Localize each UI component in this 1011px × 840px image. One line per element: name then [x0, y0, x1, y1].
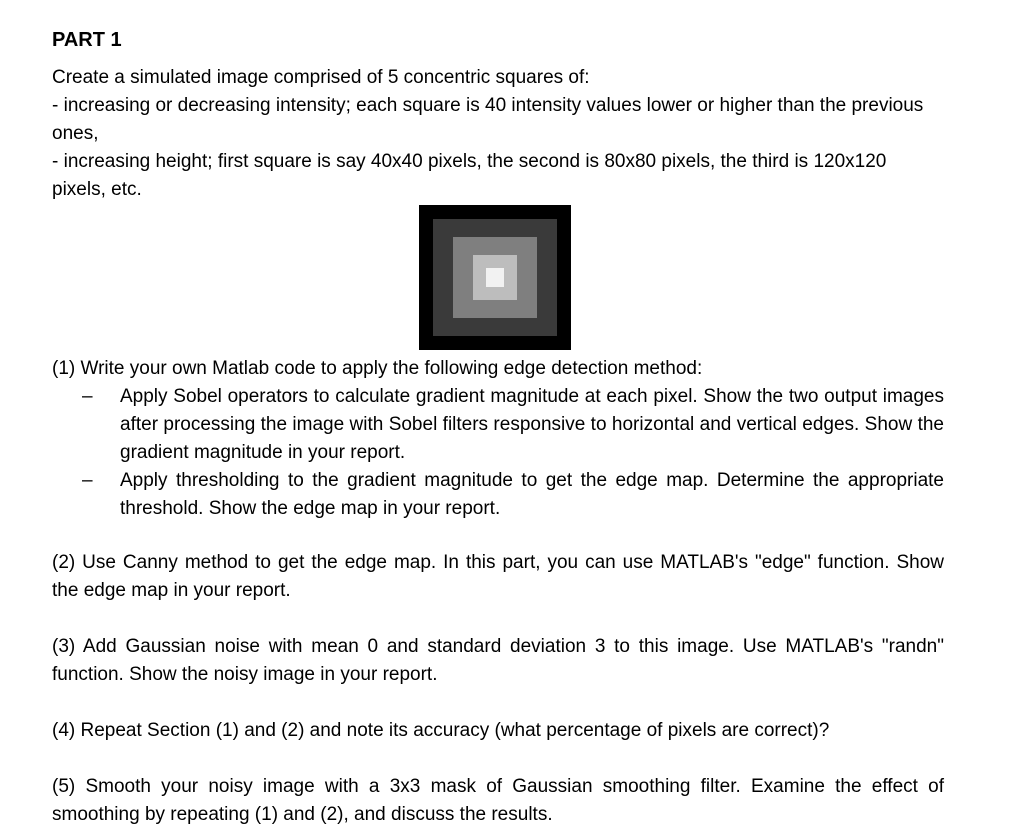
dash-marker: –: [82, 386, 93, 407]
question-4: (4) Repeat Section (1) and (2) and note its accuracy (what percentage of pixels are correct)?: [52, 720, 830, 741]
concentric-squares-figure: [419, 205, 571, 350]
intro-item-height: - increasing height; first square is say 40x40 pixels, the second is 80x80 pixels, the third is 120x120 pixels, etc.: [52, 151, 887, 200]
intro-line: Create a simulated image comprised of 5 concentric squares of:: [52, 67, 590, 88]
part-title: PART 1: [52, 29, 122, 51]
bullet-item: [82, 467, 944, 523]
intro-block: [52, 64, 944, 204]
bullet-item: [82, 383, 944, 467]
question-2: (2) Use Canny method to get the edge map. In this part, you can use MATLAB's "edge" function. Show the edge map in your report.: [52, 552, 944, 601]
square-4: [486, 268, 504, 287]
bullet-text: Apply Sobel operators to calculate gradient magnitude at each pixel. Show the two output images after processing the image with Sobel filters responsive to horizontal and vertical edges. Show the gradient magnitude in your report.: [120, 386, 944, 463]
intro-item-intensity: - increasing or decreasing intensity; each square is 40 intensity values lower or higher than the previous ones,: [52, 95, 924, 144]
question-1-bullets: [82, 383, 944, 523]
question-1: (1) Write your own Matlab code to apply the following edge detection method:: [52, 358, 703, 379]
dash-marker: –: [82, 470, 93, 491]
question-5: (5) Smooth your noisy image with a 3x3 mask of Gaussian smoothing filter. Examine the effect of smoothing by repeating (1) and (2), and discuss the results.: [52, 776, 944, 825]
bullet-text: Apply thresholding to the gradient magnitude to get the edge map. Determine the appropriate threshold. Show the edge map in your report.: [120, 470, 944, 519]
question-3: (3) Add Gaussian noise with mean 0 and standard deviation 3 to this image. Use MATLAB's "randn" function. Show the noisy image in your report.: [52, 636, 944, 685]
